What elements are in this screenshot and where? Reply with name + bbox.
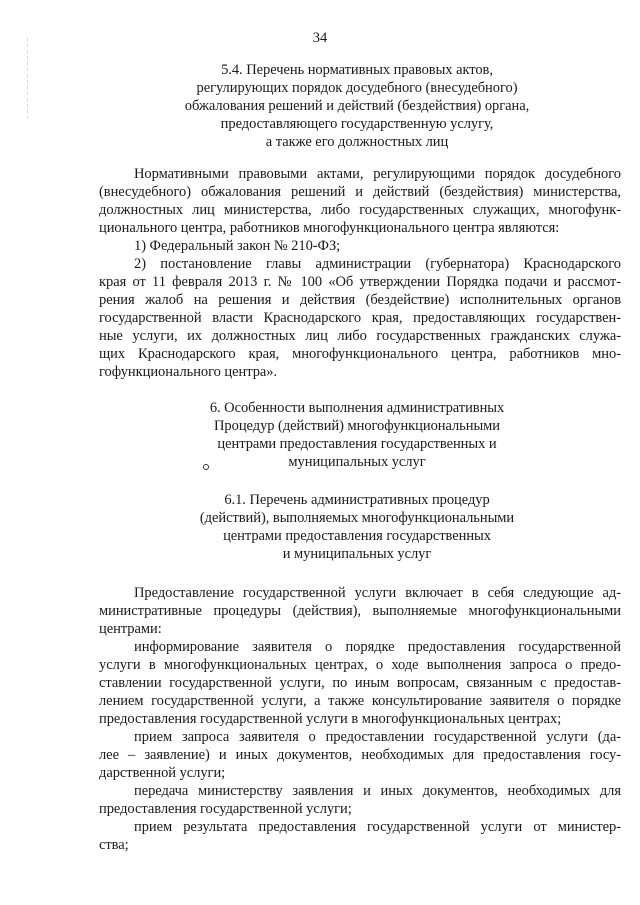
body-line: государственной власти Краснодарского края, предоставляющих государствен- — [99, 310, 621, 326]
body-line: края от 11 февраля 2013 г. № 100 «Об утверждении Порядка подачи и рассмот- — [99, 274, 621, 290]
body-line: ные услуги, их должностных лиц либо государственных гражданских служа- — [99, 328, 621, 344]
body-line: рения жалоб на решения и действия (бездействие) исполнительных органов — [99, 292, 621, 308]
heading-line: муниципальных услуг — [288, 454, 426, 470]
body-line: министративные процедуры (действия), выполняемые многофункциональными — [99, 603, 621, 619]
body-line: 2) постановление главы администрации (губернатора) Краснодарского — [134, 256, 621, 272]
body-line: предоставления государственной услуги в многофункциональных центрах; — [99, 711, 562, 727]
heading-line: предоставляющего государственную услугу, — [220, 116, 494, 132]
heading-line: 5.4. Перечень нормативных правовых актов, — [221, 62, 493, 78]
body-line: Предоставление государственной услуги включает в себя следующие ад- — [134, 585, 621, 601]
heading-line: а также его должностных лиц — [265, 134, 449, 150]
body-line: ционального центра, работников многофункционального центра являются: — [99, 220, 560, 236]
body-line: прием запроса заявителя о предоставлении государственной услуги (да- — [134, 729, 621, 745]
body-line: прием результата предоставления государственной услуги от министер- — [134, 819, 621, 835]
body-line: гофункционального центра». — [99, 364, 278, 380]
heading-line: Процедур (действий) многофункциональными — [214, 418, 500, 434]
body-line: ства; — [99, 837, 129, 853]
body-line: услуги в многофункциональных центрах, о ходе выполнения запроса о предо- — [99, 657, 621, 673]
body-line: предоставления государственной услуги; — [99, 801, 352, 817]
heading-line: (действий), выполняемых многофункциональными — [199, 510, 515, 526]
body-line: дарственной услуги; — [99, 765, 226, 781]
heading-line: 6.1. Перечень административных процедур — [224, 492, 490, 508]
heading-line: 6. Особенности выполнения административных — [209, 400, 505, 416]
body-line: должностных лиц министерства, либо государственных служащих, многофунк- — [99, 202, 621, 218]
page-number: 34 — [312, 30, 328, 46]
heading-line: обжалования решений и действий (бездействия) органа, — [184, 98, 530, 114]
body-line: информирование заявителя о порядке предоставления государственной — [134, 639, 621, 655]
heading-line: центрами предоставления государственных и — [217, 436, 497, 452]
body-line: Нормативными правовыми актами, регулирующими порядок досудебного — [134, 166, 621, 182]
heading-line: регулирующих порядок досудебного (внесудебного) — [196, 80, 518, 96]
body-line: передача министерству заявления и иных документов, необходимых для — [134, 783, 621, 799]
list-item-1: 1) Федеральный закон № 210-ФЗ; — [134, 238, 341, 254]
body-line: щих Краснодарского края, многофункционального центра, работников мно- — [99, 346, 621, 362]
body-line: лее – заявление) и иных документов, необходимых для предоставления госу- — [99, 747, 621, 763]
heading-line: центрами предоставления государственных — [223, 528, 491, 544]
heading-line: и муниципальных услуг — [282, 546, 432, 562]
body-line: (внесудебного) обжалования решений и действий (бездействия) министерства, — [99, 184, 621, 200]
body-line: центрами: — [99, 621, 162, 637]
scan-mark — [203, 464, 209, 470]
body-line: лением государственной услуги, а также консультирование заявителя о порядке — [99, 693, 621, 709]
body-line: ставлении государственной услуги, по иным вопросам, связанным с предостав- — [99, 675, 621, 691]
